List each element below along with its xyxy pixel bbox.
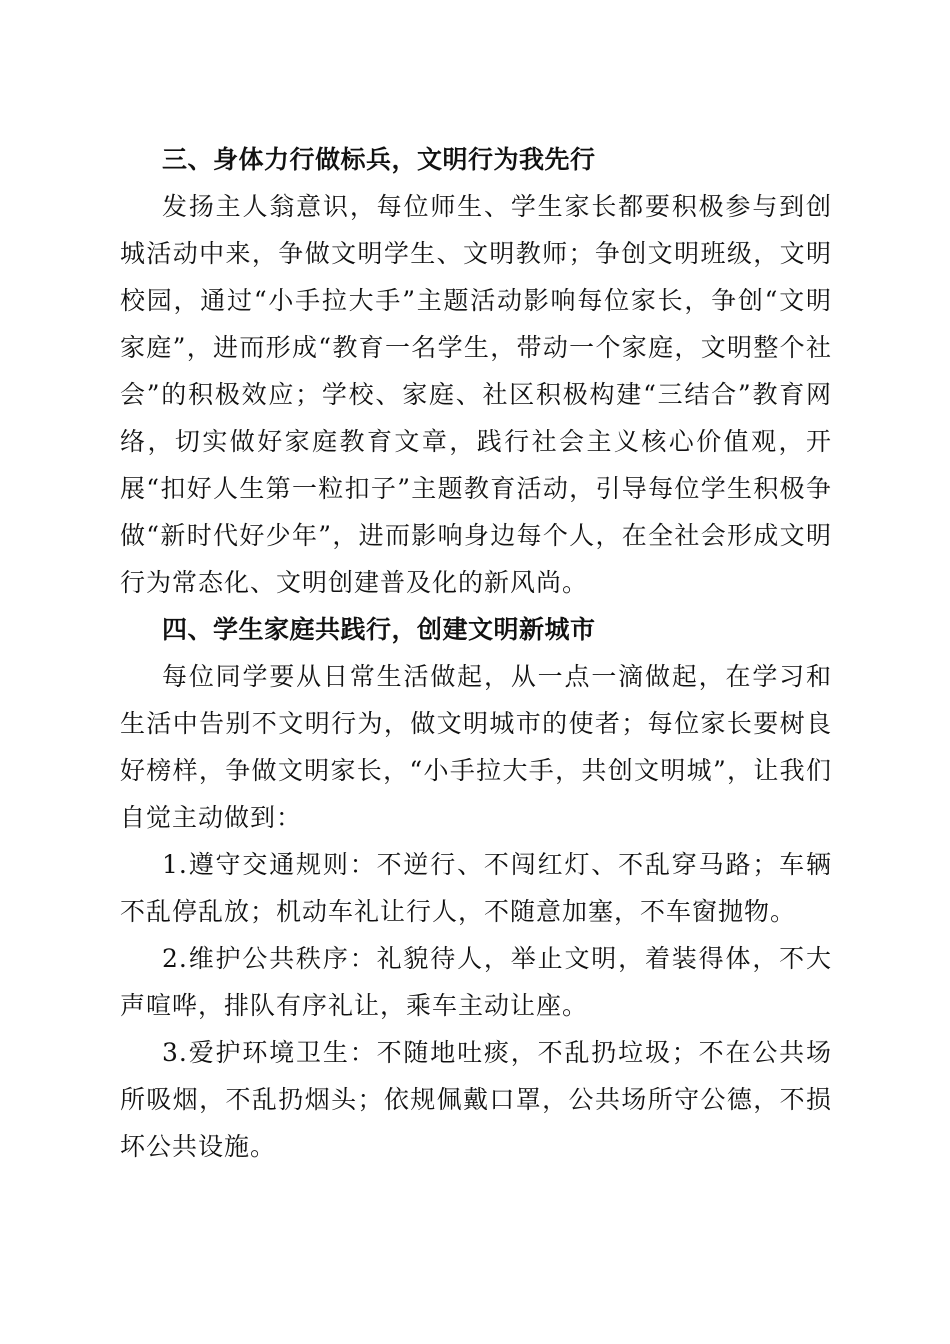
document-page <box>120 136 832 1170</box>
list-item-public-order: 2.维护公共秩序：礼貌待人，举止文明，着装得体，不大声喧哗，排队有序礼让，乘车主动让座。 <box>120 944 832 1020</box>
section-3-paragraph: 发扬主人翁意识，每位师生、学生家长都要积极参与到创城活动中来，争做文明学生、文明教师；争创文明班级，文明校园，通过“小手拉大手”主题活动影响每位家长，争创“文明家庭”，进而形成“教育一名学生，带动一个家庭，文明整个社会”的积极效应；学校、家庭、社区积极构建“三结合”教育网络，切实做好家庭教育文章，践行社会主义核心价值观，开展“扣好人生第一粒扣子”主题教育活动，引导每位学生积极争做“新时代好少年”，进而影响身边每个人，在全社会形成文明行为常态化、文明创建普及化的新风尚。 <box>120 192 832 597</box>
section-3-heading: 三、身体力行做标兵，文明行为我先行 <box>162 145 596 174</box>
section-4-paragraph: 每位同学要从日常生活做起，从一点一滴做起，在学习和生活中告别不文明行为，做文明城市的使者；每位家长要树良好榜样，争做文明家长，“小手拉大手，共创文明城”，让我们自觉主动做到： <box>120 662 832 832</box>
list-item-traffic-rules: 1.遵守交通规则：不逆行、不闯红灯、不乱穿马路；车辆不乱停乱放；机动车礼让行人，不随意加塞，不车窗抛物。 <box>120 850 832 926</box>
list-item-environment: 3.爱护环境卫生：不随地吐痰，不乱扔垃圾；不在公共场所吸烟，不乱扔烟头；依规佩戴口罩，公共场所守公德，不损坏公共设施。 <box>120 1038 832 1161</box>
section-4-heading: 四、学生家庭共践行，创建文明新城市 <box>162 615 596 644</box>
